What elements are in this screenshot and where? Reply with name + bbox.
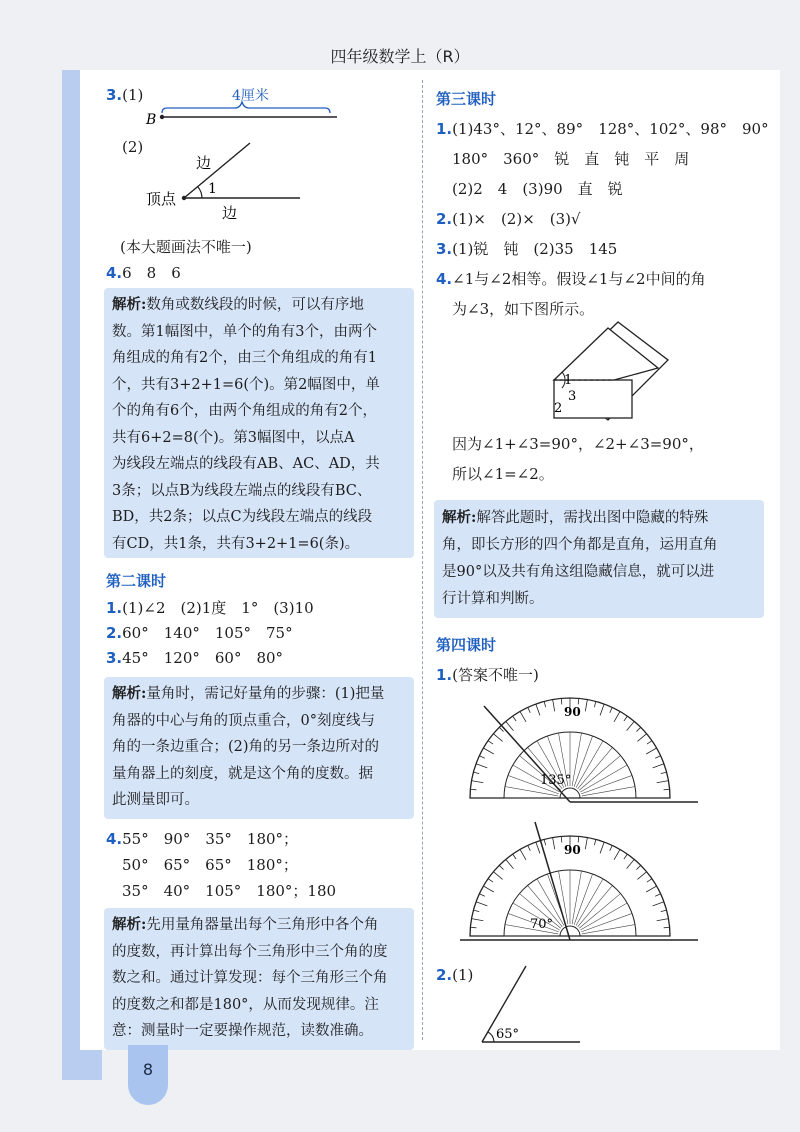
- side-label-bottom: 边: [222, 204, 238, 222]
- answer-row: [436, 118, 769, 139]
- analysis-box-4: [434, 500, 764, 618]
- question-number: 1.: [436, 666, 453, 684]
- column-divider: [422, 80, 423, 1040]
- answer-row: [436, 664, 539, 685]
- protractor-figure-2: [460, 828, 700, 948]
- answer-row: [436, 966, 473, 984]
- question-number: 4.: [436, 270, 453, 288]
- sub-part-label: (1): [122, 86, 144, 104]
- answer-line: 50° 65° 65° 180°；: [122, 856, 298, 874]
- question-4-angles: [106, 828, 298, 849]
- analysis-line: 共有6+2=8(个)。第3幅图中，以点A: [112, 429, 355, 446]
- analysis-line: 行计算和判断。: [442, 591, 544, 607]
- answer-row: [106, 622, 293, 643]
- segment-length-label: 4厘米: [232, 88, 269, 104]
- answer-text: (1)× (2)× (3)√: [452, 210, 581, 228]
- question-number: 1.: [106, 599, 123, 617]
- rectangles-figure: [540, 318, 670, 428]
- analysis-line: 3条；以点B为线段左端点的线段有BC、: [112, 482, 372, 499]
- answer-line: ∠1与∠2相等。假设∠1与∠2中间的角: [452, 270, 706, 288]
- angle-measure-label: 70°: [530, 917, 554, 932]
- analysis-line: 角组成的角有2个，由三个角组成的角有1: [112, 350, 377, 366]
- analysis-line: 有CD，共1条，共有3+2+1=6(条)。: [112, 535, 360, 552]
- analysis-line: 意：测量时一定要操作规范，读数准确。: [112, 1023, 373, 1039]
- analysis-label: 解析:: [112, 296, 147, 313]
- answer-line: 180° 360° 锐 直 钝 平 周: [452, 150, 690, 168]
- question-number: 2.: [436, 210, 453, 228]
- answer-row: [106, 597, 314, 618]
- analysis-line: 为线段左端点的线段有AB、AC、AD，共: [112, 456, 380, 472]
- analysis-line: 角器的中心与角的顶点重合，0°刻度线与: [112, 712, 375, 729]
- analysis-line: 量角器上的刻度，就是这个角的度数。据: [112, 765, 373, 782]
- analysis-line: 角的一条边重合；(2)角的另一条边所对的: [112, 739, 380, 755]
- question-number: 1.: [436, 120, 453, 138]
- page-number: 8: [142, 1060, 154, 1079]
- analysis-line: 数之和。通过计算发现：每个三角形三个角: [112, 970, 388, 986]
- analysis-line: 的度数之和都是180°，从而发现规律。注: [112, 996, 379, 1013]
- angle-parts-figure: [140, 140, 320, 230]
- analysis-line: 此测量即可。: [112, 792, 199, 808]
- analysis-box-3: [104, 908, 414, 1050]
- question-3: [106, 86, 143, 104]
- analysis-line: 个，共有3+2+1=6(个)。第2幅图中，单: [112, 376, 380, 393]
- answer-line: (1)43°、12°、89° 128°、102°、98° 90°: [452, 120, 769, 138]
- vertex-label: 顶点: [146, 190, 177, 208]
- protractor-90-label: 90: [564, 705, 581, 719]
- analysis-line: 数。第1幅图中，单个的角有3个，由两个: [112, 323, 377, 340]
- angle-1-label: 1: [208, 181, 217, 197]
- angle-measure-label: 135°: [540, 773, 572, 788]
- question-number: 2.: [436, 966, 453, 984]
- question-number: 4.: [106, 264, 123, 282]
- side-label-top: 边: [196, 154, 212, 172]
- analysis-line: 角，即长方形的四个角都是直角，运用直角: [442, 537, 718, 553]
- sub-part-2: (2): [122, 138, 144, 156]
- analysis-line: 个的角有6个，由两个角组成的角有2个，: [112, 403, 377, 419]
- answer-line: (2)2 4 (3)90 直 锐: [452, 180, 623, 198]
- answer-row: [106, 647, 283, 668]
- answer-text: (答案不唯一): [452, 666, 539, 684]
- answer-line: 35° 40° 105° 180°；180: [122, 882, 337, 900]
- answer-line: 所以∠1=∠2。: [452, 465, 554, 483]
- answer-line: 因为∠1+∠3=90°，∠2+∠3=90°，: [452, 435, 704, 453]
- answer-text: (1): [452, 966, 474, 984]
- section-title-lesson-2: 第二课时: [106, 572, 167, 590]
- question-number: 3.: [106, 649, 123, 667]
- answer-text: (1)∠2 (2)1度 1° (3)10: [122, 599, 314, 617]
- answer-row: [436, 208, 581, 229]
- analysis-line: 解答此题时，需找出图中隐藏的特殊: [476, 510, 709, 526]
- analysis-line: 先用量角器量出每个三角形中各个角: [146, 917, 379, 933]
- angle-3-label: 3: [568, 389, 577, 404]
- answer-text: (1)锐 钝 (2)35 145: [452, 240, 618, 258]
- point-b-label: B: [146, 112, 157, 128]
- analysis-box-1: [104, 288, 414, 558]
- angle-65-figure: [470, 960, 590, 1050]
- angle-2-label: 2: [554, 401, 563, 416]
- analysis-line: 量角时，需记好量角的步骤：(1)把量: [146, 686, 385, 702]
- angle-1-label: 1: [564, 373, 573, 388]
- protractor-90-label: 90: [564, 843, 581, 857]
- section-title-lesson-3: 第三课时: [436, 90, 497, 108]
- analysis-label: 解析:: [112, 685, 147, 702]
- answer-line: 55° 90° 35° 180°；: [122, 830, 299, 848]
- analysis-label: 解析:: [442, 509, 477, 526]
- analysis-line: 数角或数线段的时候，可以有序地: [146, 297, 364, 313]
- answer-text: 45° 120° 60° 80°: [122, 649, 284, 667]
- analysis-box-2: [104, 677, 414, 819]
- page-header: 四年级数学上（R）: [330, 47, 470, 66]
- drawing-note: (本大题画法不唯一): [120, 238, 252, 256]
- question-number: 3.: [106, 86, 123, 104]
- question-number: 3.: [436, 240, 453, 258]
- answer-text: 60° 140° 105° 75°: [122, 624, 293, 642]
- question-number: 2.: [106, 624, 123, 642]
- answer-row: [436, 238, 617, 259]
- protractor-figure-1: [460, 690, 700, 810]
- angle-measure-label: 65°: [496, 1027, 520, 1042]
- question-number: 4.: [106, 830, 123, 848]
- ruler-segment-figure: [140, 84, 380, 134]
- question-4: [106, 262, 181, 283]
- analysis-label: 解析:: [112, 916, 147, 933]
- analysis-line: BD，共2条；以点C为线段左端点的线段: [112, 509, 373, 525]
- answer-text: 6 8 6: [122, 264, 181, 282]
- analysis-line: 的度数，再计算出每个三角形中三个角的度: [112, 943, 388, 960]
- section-title-lesson-4: 第四课时: [436, 636, 497, 654]
- answer-row: [436, 268, 706, 289]
- analysis-line: 是90°以及共有角这组隐藏信息，就可以进: [442, 564, 715, 580]
- answer-line: 为∠3，如下图所示。: [452, 300, 595, 318]
